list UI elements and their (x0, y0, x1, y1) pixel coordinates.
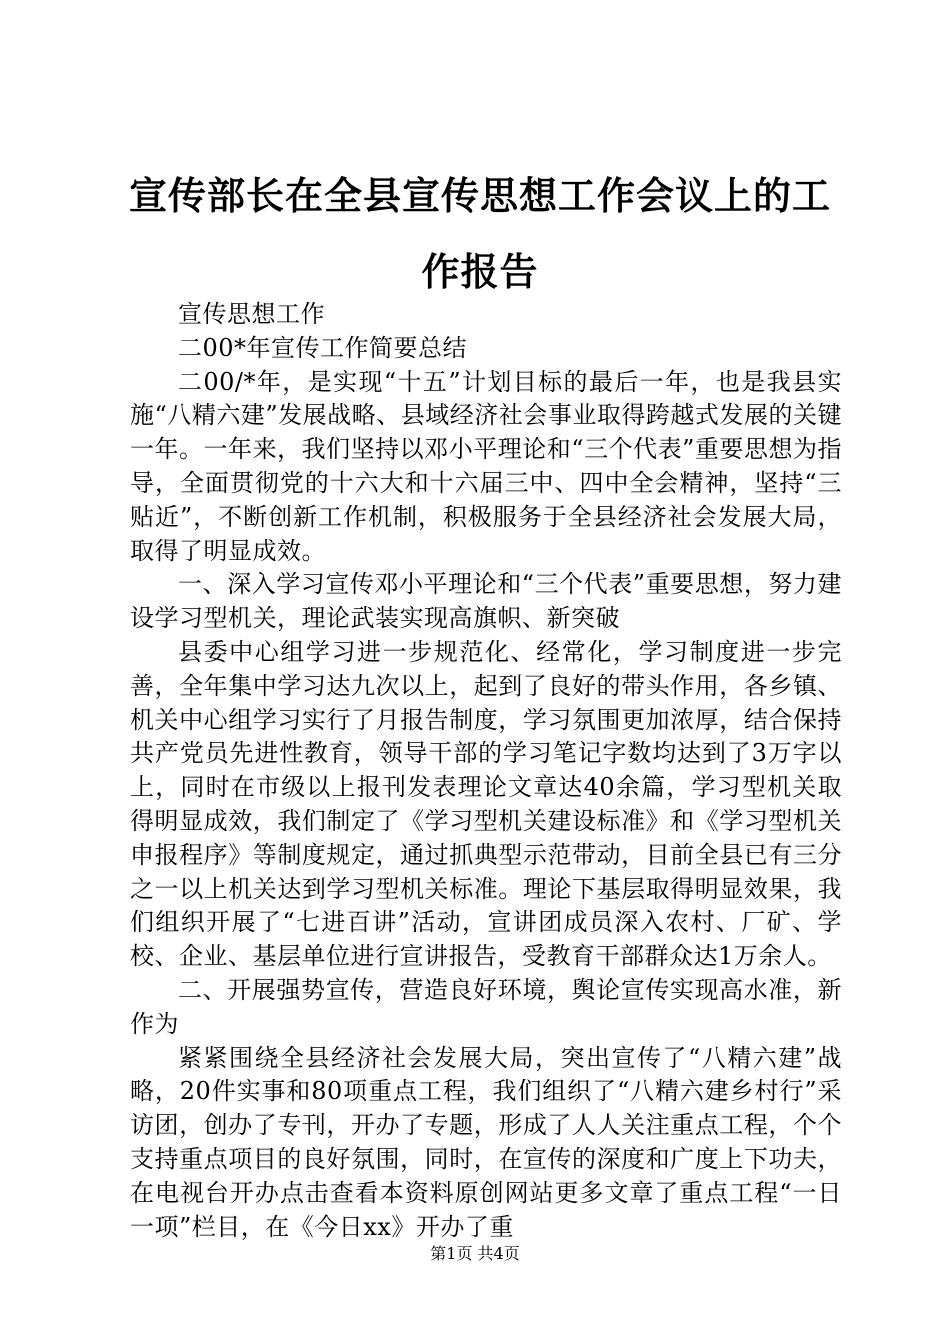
paragraph-subtitle: 二00*年宣传工作简要总结 (178, 333, 468, 362)
paragraph-heading-category: 宣传思想工作 (178, 300, 325, 328)
paragraph-section-one: 县委中心组学习进一步规范化、经常化，学习制度进一步完善，全年集中学习达九次以上，起到了良好的带头作用，各乡镇、机关中心组学习实行了月报告制度，学习氛围更加浓厚，结合保持共产党员先进性教育，领导干部的学习笔记字数均达到了3万字以上，同时在市级以上报刊发表理论文章达40余篇，学习型机关取得明显成效，我们制定了《学习型机关建设标准》和《学习型机关申报程序》等制度规定，通过抓典型示范带动，目前全县已有三分之一以上机关达到学习型机关标准。理论下基层取得明显效果，我们组织开展了“七进百讲”活动，宣讲团成员深入农村、厂矿、学校、企业、基层单位进行宣讲报告，受教育干部群众达1万余人。 (130, 637, 842, 971)
paragraph-section-two: 紧紧围绕全县经济社会发展大局，突出宣传了“八精六建”战略，20件实事和80项重点工程，我们组织了“八精六建乡村行”采访团，创办了专刊，开办了专题，形成了人人关注重点工程，个个支持重点项目的良好氛围，同时，在宣传的深度和广度上下功夫，在电视台开办点击查看本资料原创网站更多文章了重点工程“一日一项”栏目，在《今日xx》开办了重 (130, 1043, 842, 1241)
document-body (130, 298, 842, 1244)
document-title: 宣传部长在全县宣传思想工作会议上的工作报告 (128, 173, 831, 294)
page-number-footer: 第1页 共4页 (430, 1244, 520, 1263)
section-heading-two: 二、开展强势宣传，营造良好环境，舆论宣传实现高水准，新作为 (130, 975, 842, 1038)
paragraph-intro: 二00/*年，是实现“十五”计划目标的最后一年，也是我县实施“八精六建”发展战略、县域经济社会事业取得跨越式发展的关键一年。一年来，我们坚持以邓小平理论和“三个代表”重要思想为指导，全面贯彻党的十六大和十六届三中、四中全会精神，坚持“三贴近”，不断创新工作机制，积极服务于全县经济社会发展大局，取得了明显成效。 (130, 367, 842, 565)
section-heading-one: 一、深入学习宣传邓小平理论和“三个代表”重要思想，努力建设学习型机关，理论武装实现高旗帜、新突破 (130, 570, 842, 633)
